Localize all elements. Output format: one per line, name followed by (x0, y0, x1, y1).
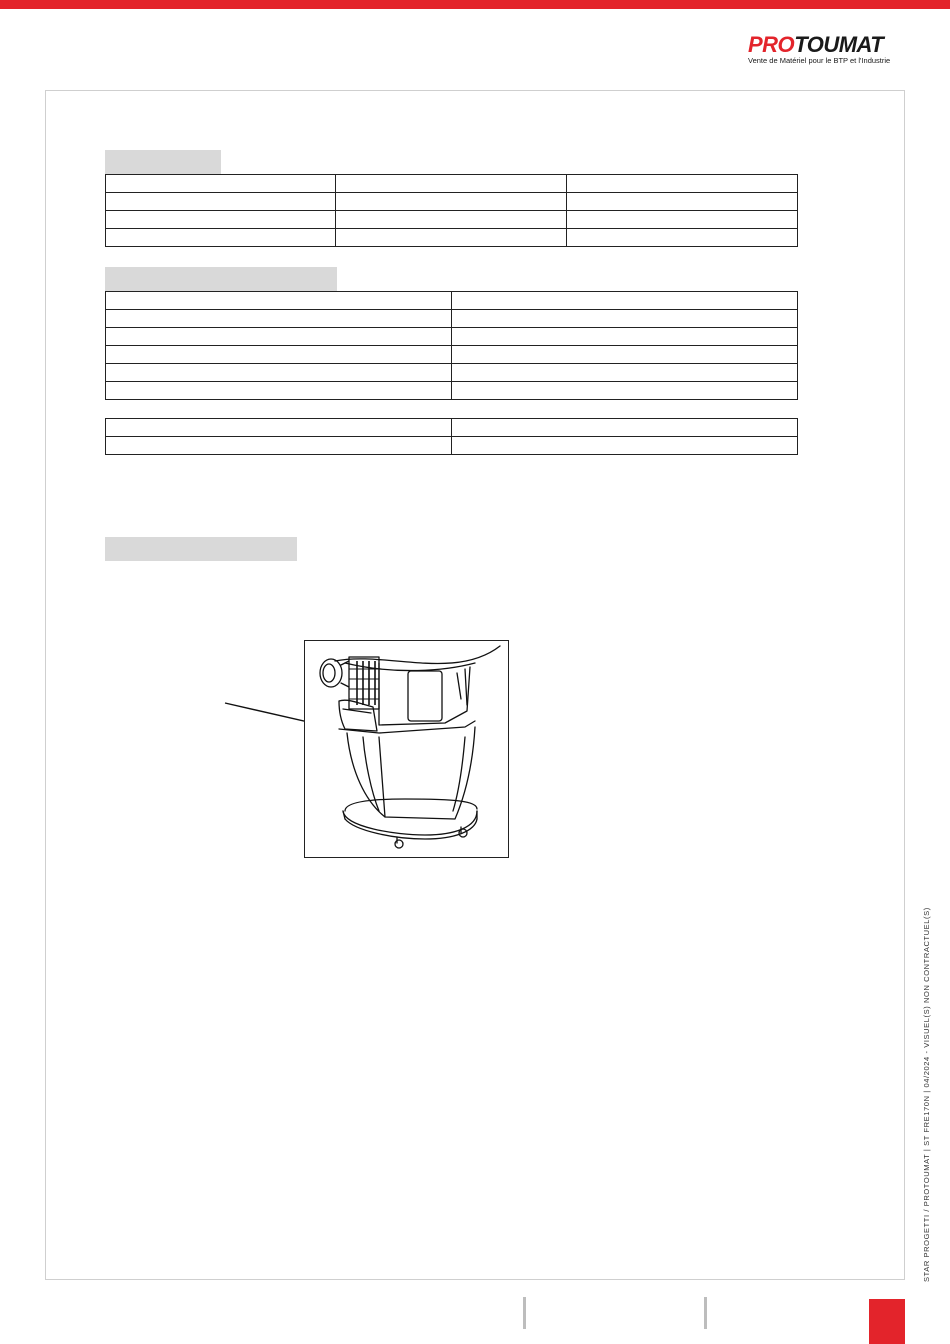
table-cell (106, 310, 452, 328)
table-cell (452, 364, 798, 382)
table-row (106, 175, 798, 193)
logo-accent-text: PRO (748, 32, 795, 57)
table-row (106, 193, 798, 211)
table-cell (336, 229, 567, 247)
table-row (106, 310, 798, 328)
spec-table-3 (105, 418, 798, 455)
table-cell (106, 346, 452, 364)
protoumat-logo (748, 34, 908, 68)
table-row (106, 229, 798, 247)
product-illustration (304, 640, 509, 858)
table-cell (336, 193, 567, 211)
spec-table-2 (105, 291, 798, 400)
table-row (106, 346, 798, 364)
table-row (106, 292, 798, 310)
table-cell (567, 193, 798, 211)
table-cell (106, 419, 452, 437)
table-row (106, 382, 798, 400)
footer-divider (523, 1297, 526, 1329)
table-cell (452, 292, 798, 310)
table-cell (106, 437, 452, 455)
table-cell (106, 229, 336, 247)
table-row (106, 437, 798, 455)
table-cell (106, 175, 336, 193)
table-cell (106, 364, 452, 382)
logo-main-text: TOUMAT (794, 32, 884, 57)
table-cell (452, 419, 798, 437)
table-cell (106, 292, 452, 310)
table-cell (567, 229, 798, 247)
table-cell (106, 211, 336, 229)
table-cell (106, 193, 336, 211)
table-cell (452, 382, 798, 400)
table-row (106, 211, 798, 229)
document-reference-vertical: STAR PROGETTI / PROTOUMAT | ST FRE170N | 04/2024 - VISUEL(S) NON CONTRACTUEL(S) (922, 907, 931, 1282)
table-row (106, 328, 798, 346)
table-cell (336, 211, 567, 229)
section-heading-3 (105, 537, 297, 561)
table-cell (452, 310, 798, 328)
table-cell (336, 175, 567, 193)
logo-tagline: Vente de Matériel pour le BTP et l'Industrie (748, 56, 891, 65)
top-accent-bar (0, 0, 950, 9)
table-row (106, 419, 798, 437)
logo-wordmark (748, 34, 908, 56)
section-heading-2 (105, 267, 337, 291)
page-number-block (869, 1299, 905, 1344)
section-heading-1 (105, 150, 221, 174)
air-cooler-drawing-icon (305, 641, 509, 858)
footer-divider (704, 1297, 707, 1329)
table-cell (106, 382, 452, 400)
table-row (106, 364, 798, 382)
table-cell (452, 437, 798, 455)
table-cell (567, 211, 798, 229)
table-cell (452, 328, 798, 346)
table-cell (567, 175, 798, 193)
spec-table-1 (105, 174, 798, 247)
table-cell (106, 328, 452, 346)
table-cell (452, 346, 798, 364)
